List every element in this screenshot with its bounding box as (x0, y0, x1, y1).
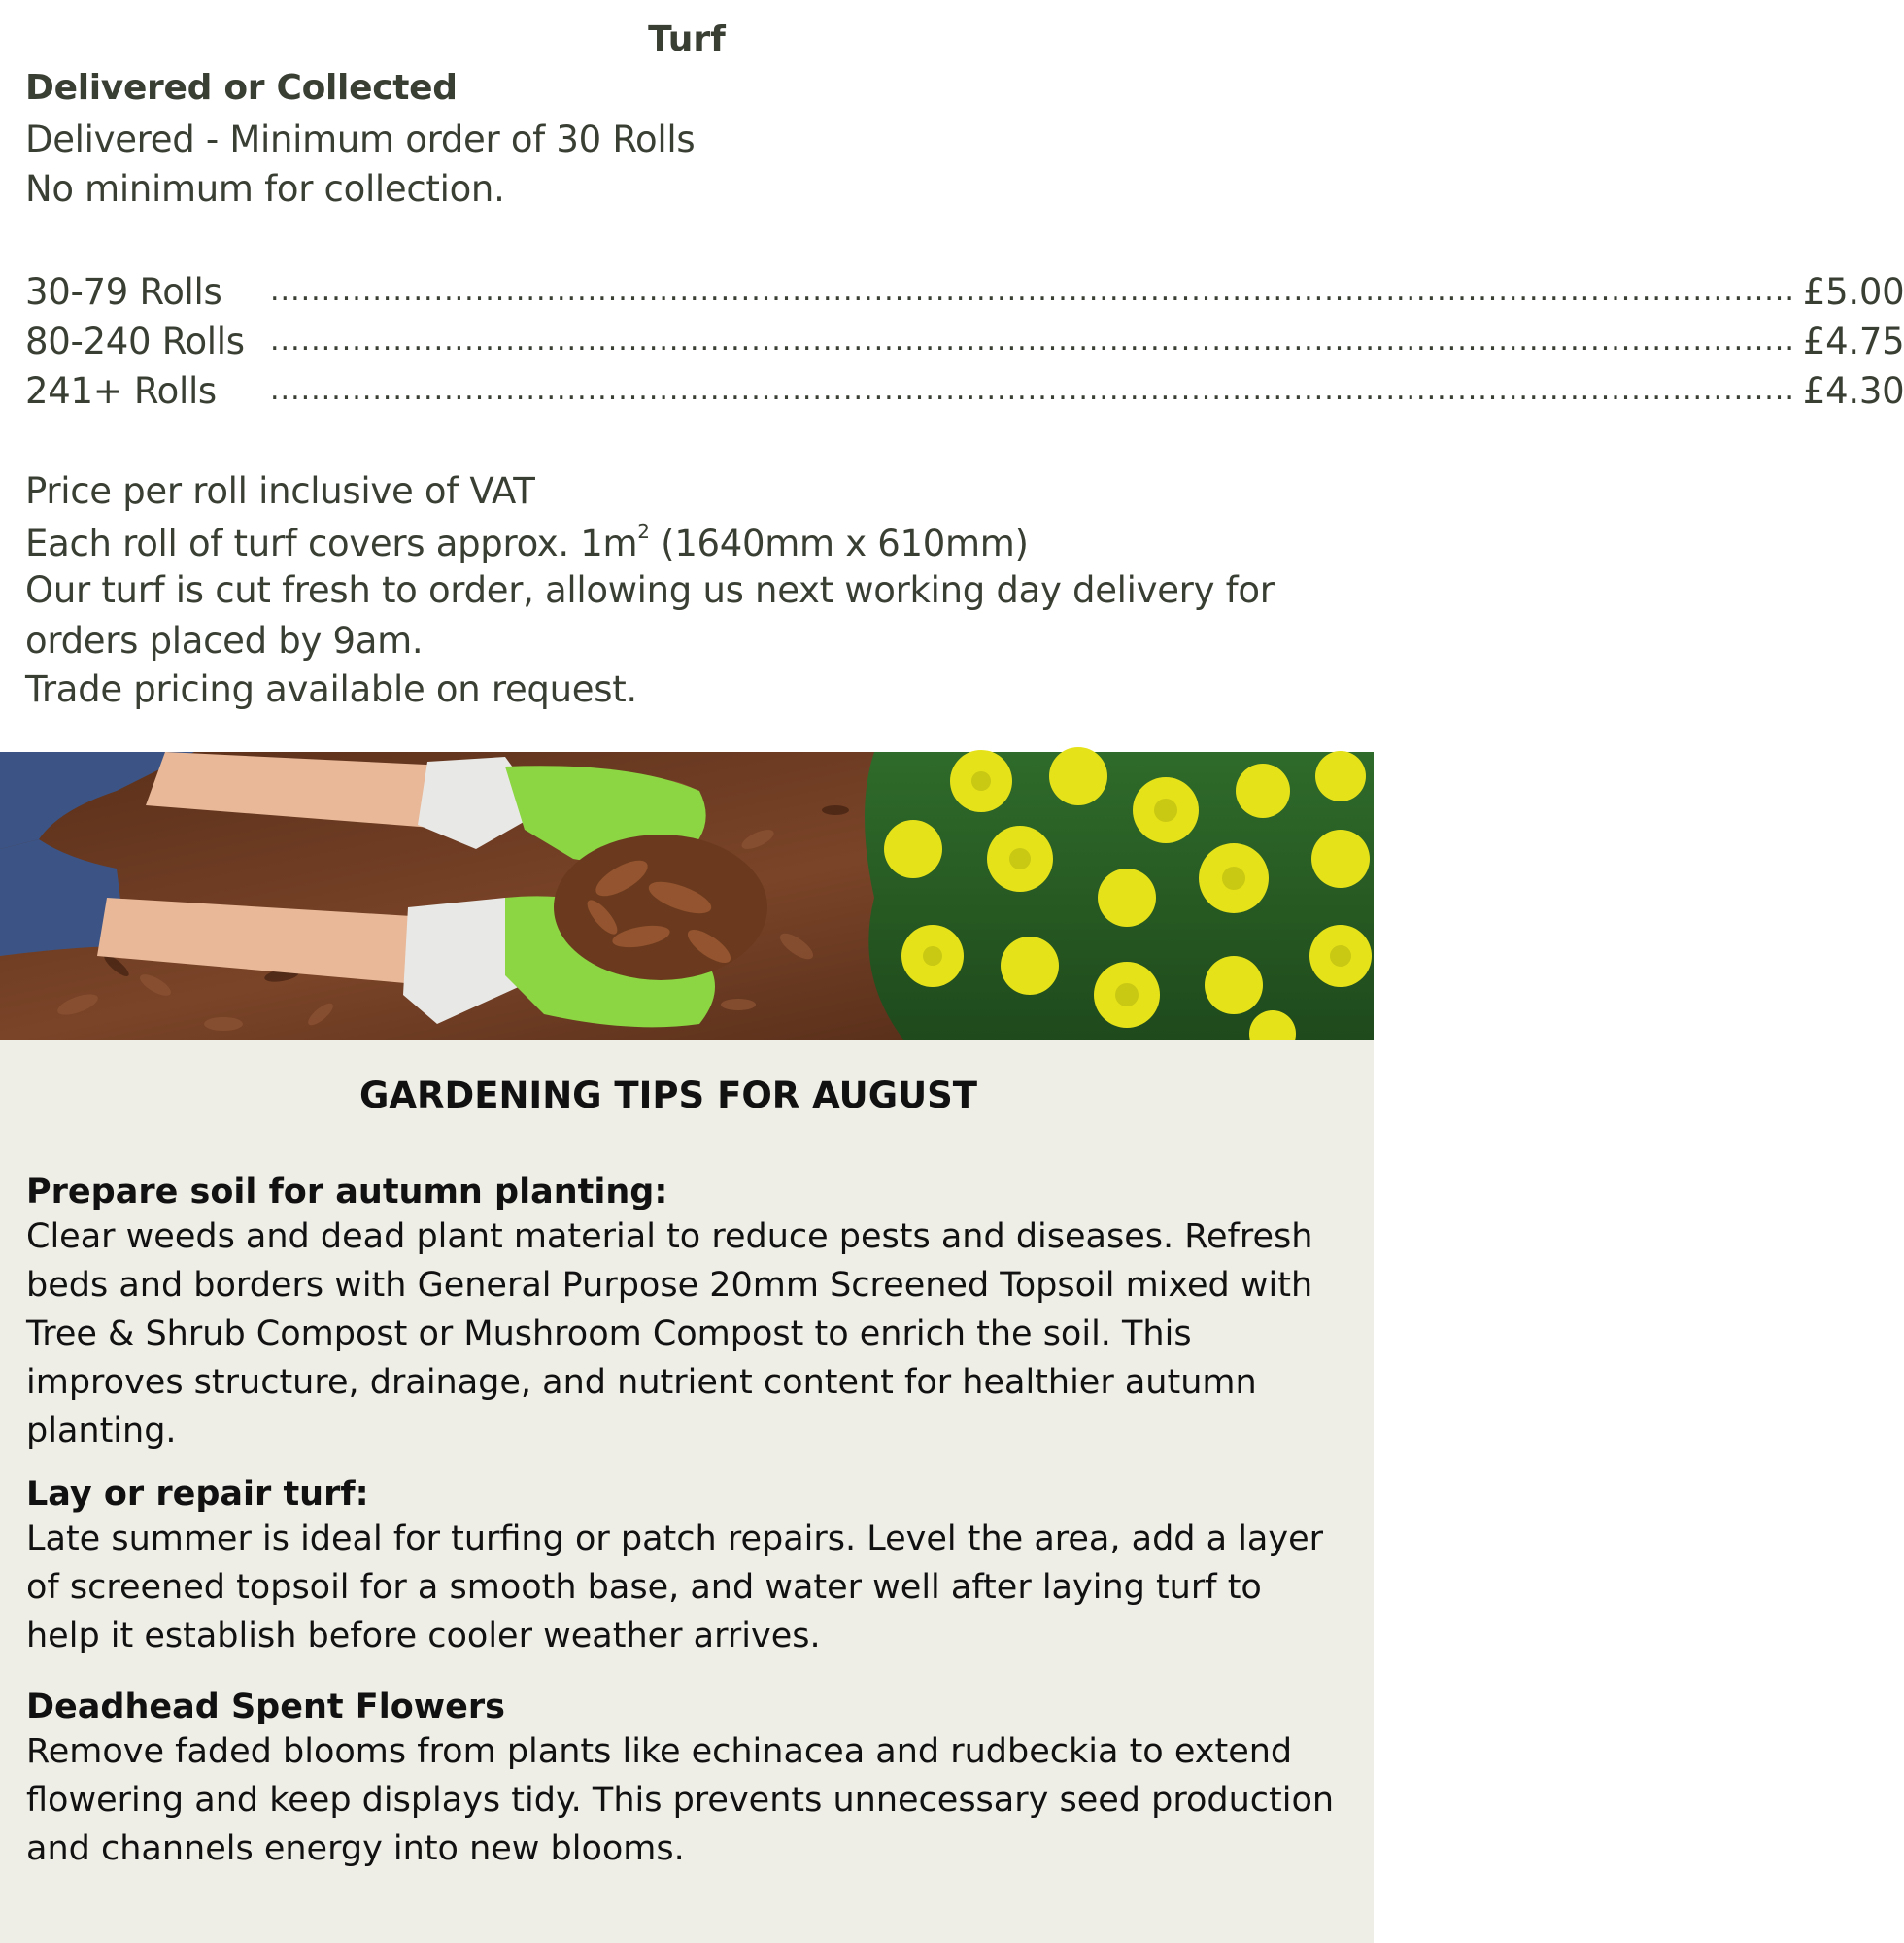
leader-dots: ..................................................................................................................................................... (270, 373, 1795, 407)
price-quantity: 30-79 Rolls (25, 271, 222, 313)
tip-line: improves structure, drainage, and nutrient content for healthier autumn (26, 1363, 1257, 1402)
price-quantity: 241+ Rolls (25, 370, 217, 412)
leader-dots: ..................................................................................................................................................... (270, 324, 1795, 358)
tip-line: Tree & Shrub Compost or Mushroom Compost to enrich the soil. This (26, 1314, 1192, 1353)
tip-body (26, 1515, 1357, 1660)
tip-line: and channels energy into new blooms. (26, 1829, 685, 1868)
tip-body (26, 1212, 1357, 1455)
price-row (25, 268, 1904, 313)
price-row (25, 318, 1904, 362)
tip-line: Late summer is ideal for turfing or patch repairs. Level the area, add a layer (26, 1519, 1324, 1558)
price-quantity: 80-240 Rolls (25, 321, 245, 362)
superscript: 2 (637, 520, 650, 543)
tips-title: GARDENING TIPS FOR AUGUST (358, 1074, 978, 1116)
tip-line: help it establish before cooler weather arrives. (26, 1617, 821, 1655)
gardening-tips-section (0, 1040, 1374, 1943)
delivery-minimum: Delivered - Minimum order of 30 Rolls (25, 119, 696, 160)
tip-line: beds and borders with General Purpose 20mm Screened Topsoil mixed with (26, 1266, 1313, 1305)
price-amount: £5.00 (1802, 271, 1904, 313)
turf-title: Turf (648, 19, 726, 59)
fresh-cut-note-line2: orders placed by 9am. (25, 620, 424, 662)
coverage-note (25, 520, 1029, 564)
trade-pricing-note: Trade pricing available on request. (25, 668, 637, 710)
fresh-cut-note-line1: Our turf is cut fresh to order, allowing us next working day delivery for (25, 569, 1275, 611)
tip-line: Clear weeds and dead plant material to reduce pests and diseases. Refresh (26, 1217, 1313, 1256)
price-amount: £4.75 (1802, 321, 1904, 362)
tip-line: flowering and keep displays tidy. This prevents unnecessary seed production (26, 1781, 1335, 1820)
tip-heading: Deadhead Spent Flowers (26, 1687, 505, 1726)
coverage-text: Each roll of turf covers approx. 1m (25, 523, 638, 564)
tip-heading: Lay or repair turf: (26, 1475, 369, 1514)
tip-line: Remove faded blooms from plants like echinacea and rudbeckia to extend (26, 1732, 1293, 1771)
price-row (25, 367, 1904, 412)
turf-section (0, 0, 1904, 752)
gardening-photo-banner (0, 752, 1374, 1040)
tip-line: planting. (26, 1412, 177, 1450)
vat-note: Price per roll inclusive of VAT (25, 470, 535, 512)
tip-body (26, 1727, 1357, 1873)
tip-heading: Prepare soil for autumn planting: (26, 1173, 668, 1211)
leader-dots: ..................................................................................................................................................... (270, 274, 1795, 308)
gardening-photo (0, 752, 1374, 1040)
coverage-dimensions: (1640mm x 610mm) (649, 523, 1029, 564)
delivery-heading: Delivered or Collected (25, 68, 458, 108)
price-amount: £4.30 (1802, 370, 1904, 412)
collection-note: No minimum for collection. (25, 168, 505, 210)
tip-line: of screened topsoil for a smooth base, and water well after laying turf to (26, 1568, 1262, 1607)
